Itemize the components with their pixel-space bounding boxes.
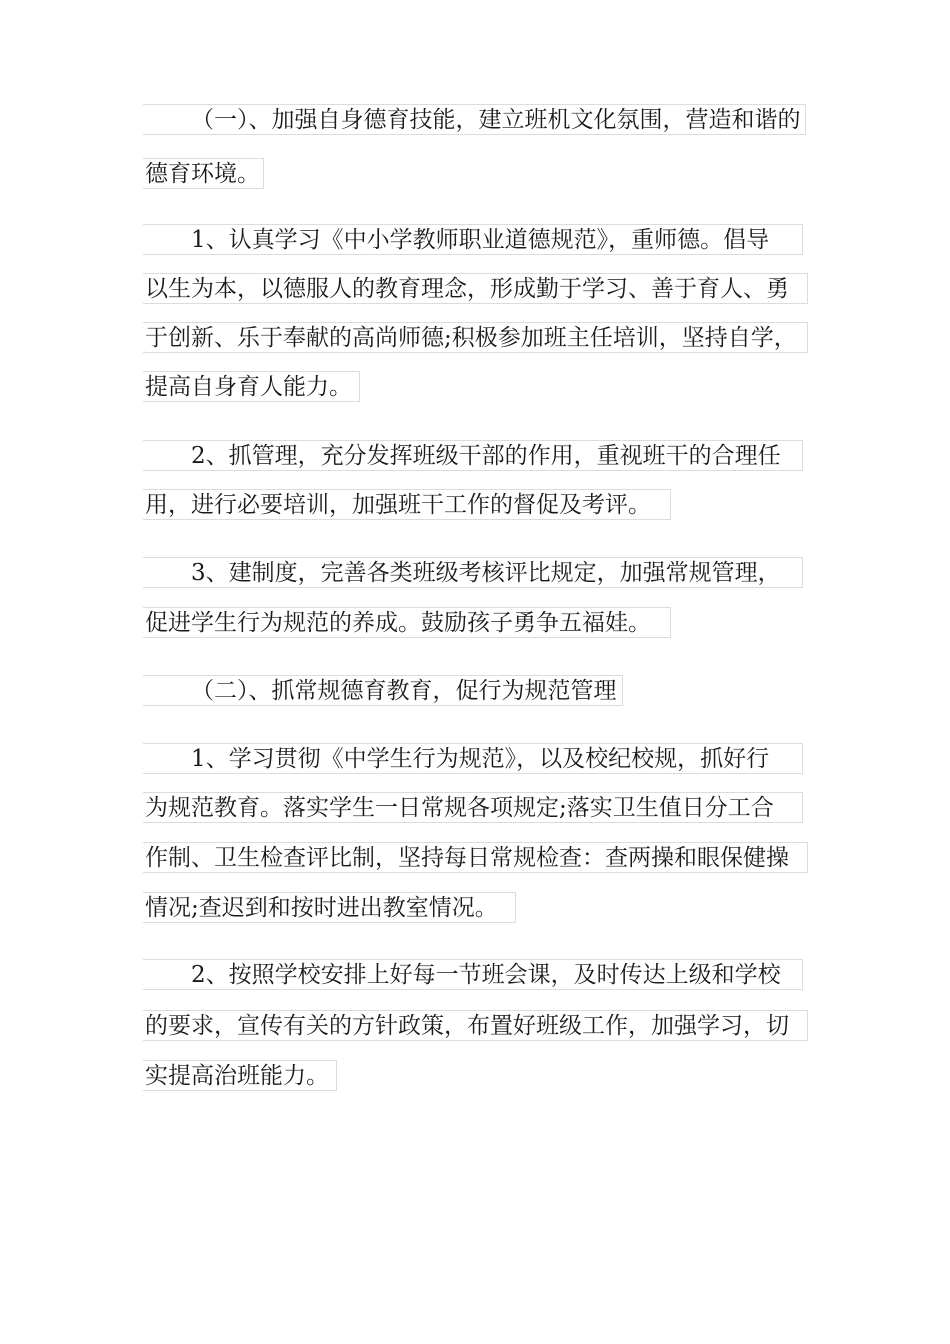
item-1-2-line-2: 用，进行必要培训，加强班干工作的督促及考评。 (143, 489, 671, 520)
item-2-1-line-4: 情况;查迟到和按时进出教室情况。 (143, 892, 516, 923)
item-1-3-line-1: 3、建制度，完善各类班级考核评比规定，加强常规管理， (143, 557, 803, 588)
item-1-1-line-3: 于创新、乐于奉献的高尚师德;积极参加班主任培训，坚持自学， (143, 322, 808, 353)
item-2-1-line-2: 为规范教育。落实学生一日常规各项规定;落实卫生值日分工合 (143, 792, 803, 823)
item-2-2-line-3: 实提高治班能力。 (143, 1060, 337, 1091)
item-1-2-line-1: 2、抓管理，充分发挥班级干部的作用，重视班干的合理任 (143, 440, 803, 471)
item-1-1-line-4: 提高自身育人能力。 (143, 371, 360, 402)
section-2-heading: （二）、抓常规德育教育，促行为规范管理 (143, 675, 623, 706)
item-1-1-line-1: 1、认真学习《中小学教师职业道德规范》，重师德。倡导 (143, 224, 803, 255)
item-2-1-line-1: 1、学习贯彻《中学生行为规范》，以及校纪校规，抓好行 (143, 743, 803, 774)
item-2-1-line-3: 作制、卫生检查评比制，坚持每日常规检查：查两操和眼保健操 (143, 842, 808, 873)
item-1-3-line-2: 促进学生行为规范的养成。鼓励孩子勇争五福娃。 (143, 607, 671, 638)
item-2-2-line-1: 2、按照学校安排上好每一节班会课，及时传达上级和学校 (143, 959, 803, 990)
item-1-1-line-2: 以生为本，以德服人的教育理念，形成勤于学习、善于育人、勇 (143, 273, 808, 304)
section-1-heading-line-1: （一）、加强自身德育技能，建立班机文化氛围，营造和谐的 (143, 104, 806, 135)
item-2-2-line-2: 的要求，宣传有关的方针政策，布置好班级工作，加强学习，切 (143, 1010, 808, 1041)
section-1-heading-line-2: 德育环境。 (143, 158, 264, 189)
